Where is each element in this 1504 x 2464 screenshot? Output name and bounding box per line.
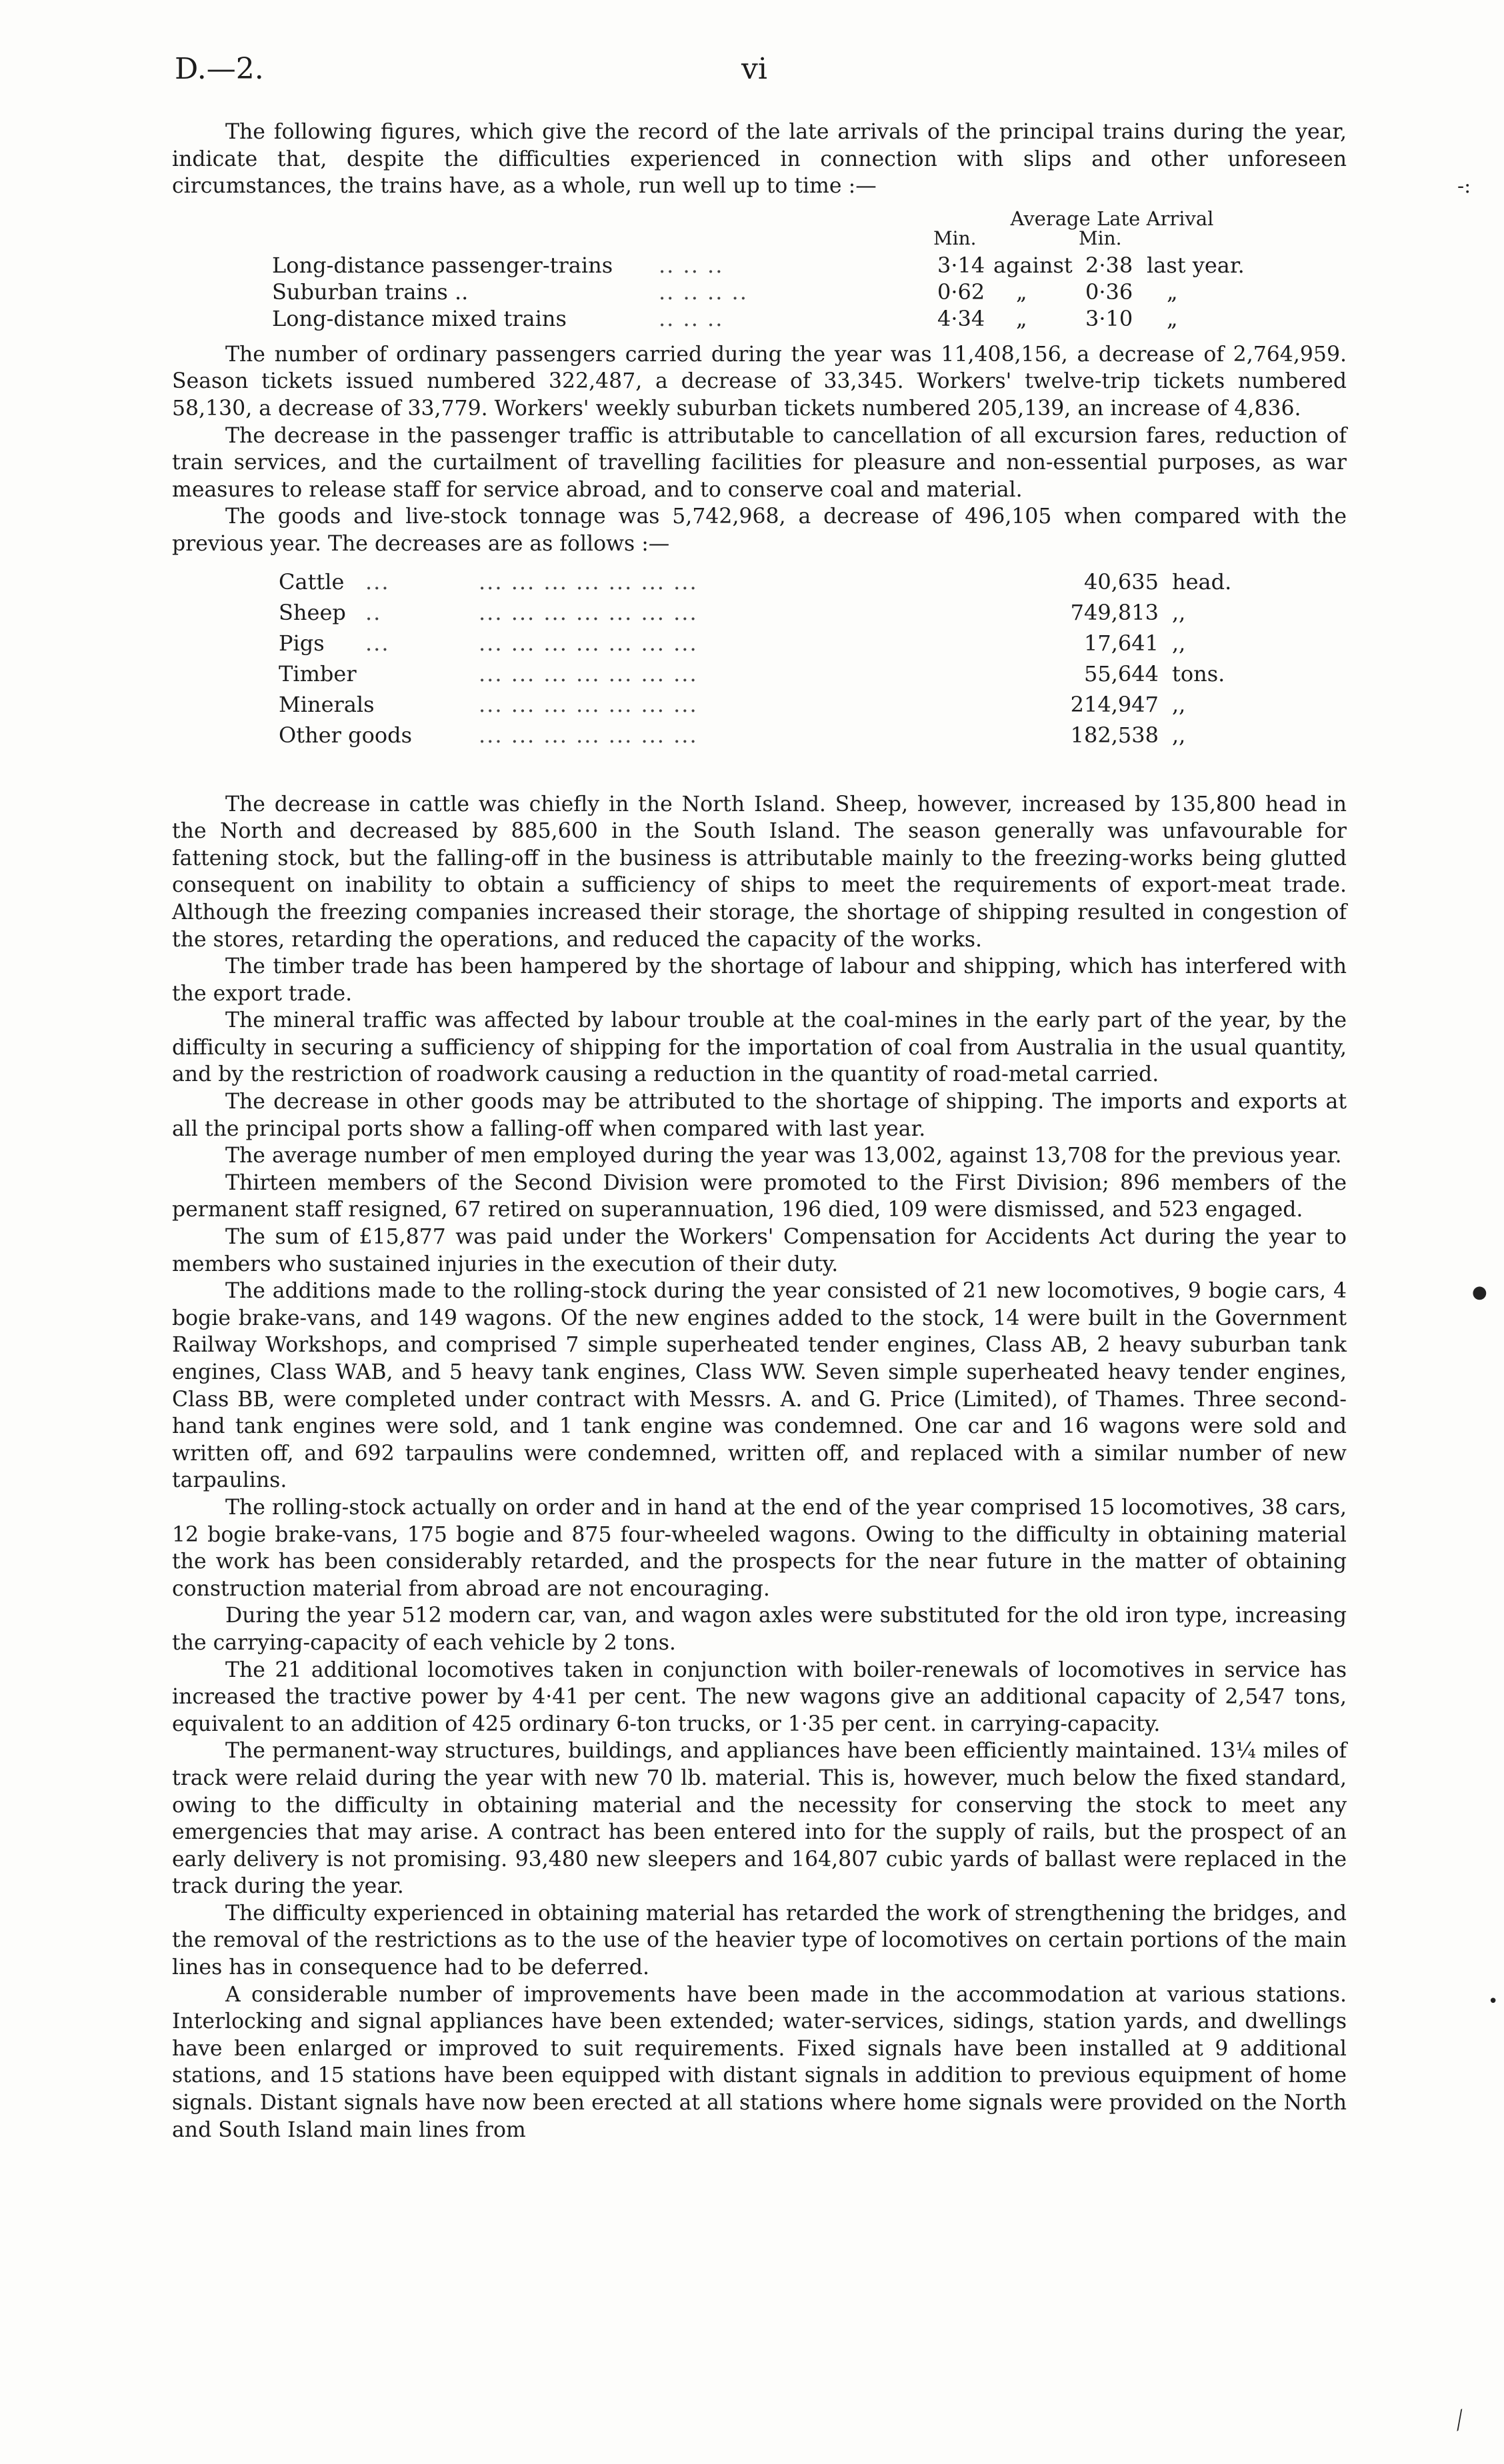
paragraph-passengers: The number of ordinary passengers carried during the year was 11,408,156, a decrease of 2,764,959. Season tickets issued numbered 322,487, a decrease of 33,345. Workers' twelve-trip tickets numbered 58,130, a decrease of 33,779. Workers' weekly suburban tickets numbered 205,139, an increase of 4,836.: [172, 342, 1347, 421]
paragraph-other-goods: The decrease in other goods may be attributed to the shortage of shipping. The imports and exports at all the principal ports show a falling-off when compared with last year.: [172, 1090, 1347, 1141]
intro-paragraph: The following figures, which give the record of the late arrivals of the principal trains during the year, indicate that, despite the difficulties experienced in connection with slips and other unforeseen circumstances, the trains have, as a whole, run well up to time :—: [172, 120, 1347, 199]
decrease-row: Cattle ... ... ... ... ... ... ... ... 40,635 head.: [279, 569, 1232, 595]
decrease-row: Sheep .. ... ... ... ... ... ... ... 749,813 ,,: [279, 599, 1186, 625]
paragraph-employees: The average number of men employed during the year was 13,002, against 13,708 for the previous year.: [225, 1144, 1342, 1168]
paragraph-passenger-decrease: The decrease in the passenger traffic is attributable to cancellation of all excursion fares, reduction of train services, and the curtailment of travelling facilities for pleasure and non-essential purposes, as war measures to release staff for service abroad, and to conserve coal and material.: [172, 423, 1347, 502]
paragraph-permanent-way: The permanent-way structures, buildings, and appliances have been efficiently maintained. 13¼ miles of track were relaid during the year with new 70 lb. material. This is, however, much below the fixed standard, owing to the difficulty in obtaining material and the necessity for conserving the stock to meet any emergencies that may arise. A contract has been entered into for the supply of rails, but the prospect of an early delivery is not promising. 93,480 new sleepers and 164,807 cubic yards of ballast were replaced in the track during the year.: [172, 1739, 1347, 1899]
late-arrival-heading: Average Late Arrival: [1010, 207, 1214, 230]
body-text: [172, 119, 1347, 2143]
decrease-row: Other goods ... ... ... ... ... ... ... 182,538 ,,: [279, 722, 1186, 748]
decrease-row: Timber ... ... ... ... ... ... ... 55,644 tons.: [279, 660, 1225, 686]
paragraph-minerals: The mineral traffic was affected by labour trouble at the coal-mines in the early part of the year, by the difficulty in securing a sufficiency of shipping for the importation of coal from Australia in the usual quantity, and by the restriction of roadwork causing a reduction in the quantity of road-metal carried.: [172, 1008, 1347, 1087]
paragraph-rolling-stock-on-order: The rolling-stock actually on order and in hand at the end of the year comprised 15 locomotives, 38 cars, 12 bogie brake-vans, 175 bogie and 875 four-wheeled wagons. Owing to the difficulty in obtaining material the work has been considerably retarded, and the prospects for the near future in the matter of obtaining construction material from abroad are not encouraging.: [172, 1495, 1347, 1601]
paragraph-improvements: A considerable number of improvements have been made in the accommodation at various stations. Interlocking and signal appliances have been extended; water-services, sidings, station yards, and dwellings have been enlarged or improved to suit requirements. Fixed signals have been installed at 9 additional stations, and 15 stations have been equipped with distant signals in addition to previous equipment of home signals. Distant signals have now been erected at all stations where home signals were provided on the North and South Island main lines from: [172, 1982, 1347, 2142]
decrease-row: Minerals ... ... ... ... ... ... ... 214,947 ,,: [279, 691, 1186, 717]
column-unit-last-year: Min.: [1079, 227, 1122, 249]
paragraph-cattle: The decrease in cattle was chiefly in the North Island. Sheep, however, increased by 135,800 head in the North and decreased by 885,600 in the South Island. The season generally was unfavourable for fattening stock, but the falling-off in the business is attributable mainly to the freezing-works being glutted consequent on inability to obtain a sufficiency of ships to meet the requirements of export-meat trade. Although the freezing companies increased their storage, the shortage of shipping resulted in congestion of the stores, retarding the operations, and reduced the capacity of the works.: [172, 792, 1347, 952]
paragraph-compensation: The sum of £15,877 was paid under the Workers' Compensation for Accidents Act during the year to members who sustained injuries in the execution of their duty.: [172, 1225, 1347, 1276]
page-number: vi: [741, 52, 767, 86]
document-reference: D.—2.: [175, 52, 264, 86]
margin-mark: •: [1488, 1991, 1499, 2011]
decrease-row: Pigs ... ... ... ... ... ... ... ... 17,641 ,,: [279, 630, 1186, 656]
margin-mark: ⟋: [1446, 2405, 1474, 2437]
paragraph-rolling-stock-additions: The additions made to the rolling-stock during the year consisted of 21 new locomotives, 9 bogie cars, 4 bogie brake-vans, and 149 wagons. Of the new engines added to the stock, 14 were built in the Government Railway Workshops, and comprised 7 simple superheated tender engines, Class AB, 2 heavy suburban tank engines, Class WAB, and 5 heavy tank engines, Class WW. Seven simple superheated heavy tender engines, Class BB, were completed under contract with Messrs. A. and G. Price (Limited), of Thames. Three second-hand tank engines were sold, and 1 tank engine was condemned. One car and 16 wagons were sold and written off, and 692 tarpaulins were condemned, written off, and replaced with a similar number of new tarpaulins.: [172, 1279, 1347, 1493]
decreases-table: [172, 569, 1347, 768]
paragraph-bridges: The difficulty experienced in obtaining material has retarded the work of strengthening the bridges, and the removal of the restrictions as to the use of the heavier type of locomotives on certain portions of the main lines has in consequence had to be deferred.: [172, 1901, 1347, 1980]
margin-mark: ●: [1472, 1282, 1487, 1302]
late-arrival-row: Suburban trains .. .. .. .. .. 0·62 „ 0·36 „: [272, 279, 1178, 305]
paragraph-tractive-power: The 21 additional locomotives taken in conjunction with boiler-renewals of locomotives in service has increased the tractive power by 4·41 per cent. The new wagons give an additional capacity of 2,547 tons, equivalent to an addition of 425 ordinary 6-ton trucks, or 1·35 per cent. in carrying-capacity.: [172, 1658, 1347, 1736]
margin-mark: -:: [1457, 175, 1471, 198]
late-arrival-row: Long-distance passenger-trains .. .. .. 3·14 against 2·38 last year.: [272, 252, 1245, 278]
paragraph-axles: During the year 512 modern car, van, and wagon axles were substituted for the old iron type, increasing the carrying-capacity of each vehicle by 2 tons.: [172, 1604, 1347, 1655]
column-unit-this-year: Min.: [933, 227, 977, 249]
late-arrival-row: Long-distance mixed trains .. .. .. 4·34 „ 3·10 „: [272, 305, 1178, 331]
late-arrival-table: [172, 207, 1347, 331]
paragraph-timber: The timber trade has been hampered by the shortage of labour and shipping, which has interfered with the export trade.: [172, 954, 1347, 1006]
paragraph-staff: Thirteen members of the Second Division were promoted to the First Division; 896 members of the permanent staff resigned, 67 retired on superannuation, 196 died, 109 were dismissed, and 523 engaged.: [172, 1170, 1347, 1222]
paragraph-goods: The goods and live-stock tonnage was 5,742,968, a decrease of 496,105 when compared with the previous year. The decreases are as follows :—: [172, 505, 1347, 556]
